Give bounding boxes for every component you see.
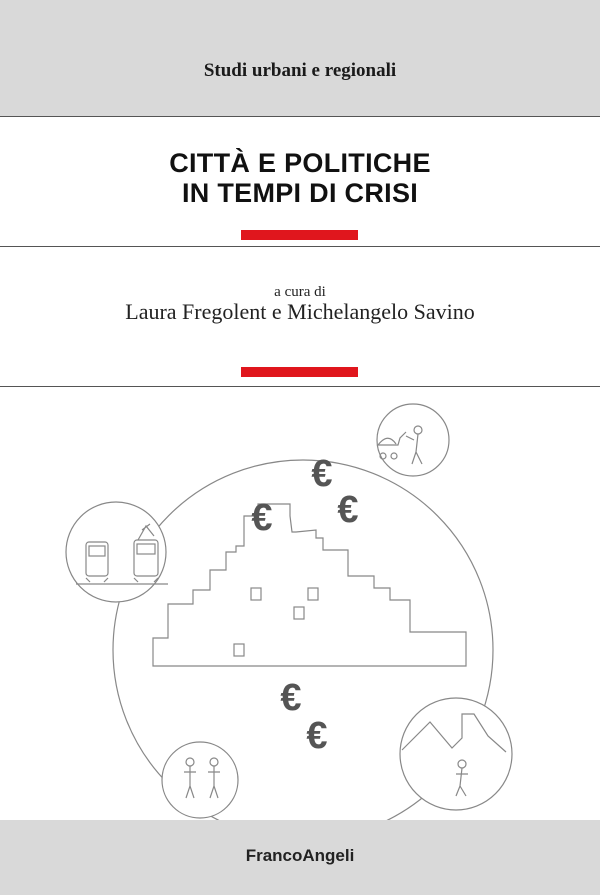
euro-icon: € [251, 497, 273, 539]
series-band [0, 0, 600, 116]
divider-bottom [0, 386, 600, 387]
editors: Laura Fregolent e Michelangelo Savino [125, 299, 475, 324]
figures-circle [162, 742, 238, 818]
divider-top [0, 116, 600, 117]
city-skyline-icon [153, 504, 466, 666]
book-title [0, 148, 600, 208]
series-title: Studi urbani e regionali [203, 60, 397, 81]
euro-icon: € [311, 453, 333, 495]
house-circle [400, 698, 512, 810]
book-title-line2: IN TEMPI DI CRISI [181, 178, 419, 208]
euro-icon: € [306, 715, 328, 757]
accent-bar-bottom [241, 367, 358, 377]
transport-circle [66, 502, 166, 602]
euro-icon: € [337, 489, 359, 531]
accent-bar-top [241, 230, 358, 240]
divider-middle [0, 246, 600, 247]
editor-label: a cura di [274, 284, 326, 300]
publisher-logo: FrancoAngeli [245, 846, 355, 865]
cover-illustration [58, 392, 542, 820]
book-title-line1: CITTÀ E POLITICHE [169, 148, 431, 178]
euro-icon: € [280, 677, 302, 719]
